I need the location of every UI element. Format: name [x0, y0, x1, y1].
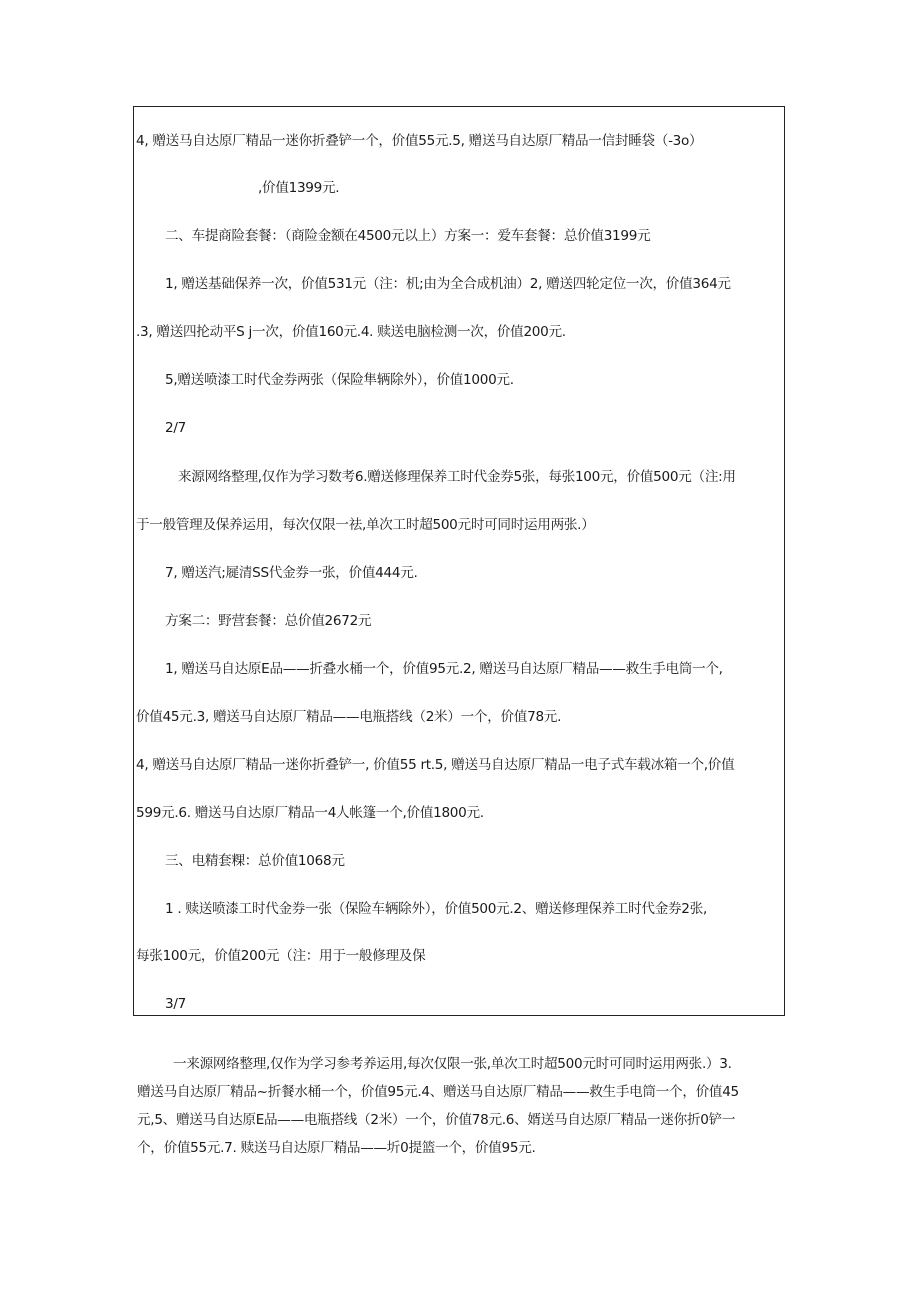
page-number: 3/7 — [165, 996, 186, 1012]
box-line: 1, 赠送基础保养一次，价值531元（注：机;由为全合成机油）2, 赠送四轮定位一次，价值364元 — [165, 276, 731, 292]
paragraph-line: 一来源网络整理,仅作为学习参考养运用,每次仅限一张,单次工时超500元时可同时运用两张.）3. — [173, 1056, 732, 1072]
box-line: 5,赠送喷漆工时代金券两张（保险隼辆除外），价值1000元. — [165, 372, 514, 388]
page-number: 2/7 — [165, 420, 186, 436]
box-line: 599元.6. 赠送马自达原厂精品一4人帐篷一个,价值1800元. — [136, 805, 484, 821]
box-line: 每张100元，价值200元（注：用于一般修理及保 — [136, 948, 426, 964]
section-heading: 三、电精套粿：总价值1068元 — [165, 853, 345, 869]
box-line: 于一般管理及保养运用，每次仅限一祛,单次工时超500元时可同时运用两张.） — [136, 517, 595, 533]
box-line: .3, 赠送四抡动平S j一次，价值160元.4. 赎送电脑检测一次，价值200元. — [136, 324, 566, 340]
paragraph-line: 赠送马自达原厂精品~折餐水桶一个，价值95元.4、赠送马自达原厂精品——救生手电筒一个，价值45 — [137, 1084, 739, 1100]
box-line: 7, 赠送汽;屣清SS代金券一张，价值444元. — [165, 565, 418, 581]
box-line: 1, 赠送马自达原E品——折叠水桶一个，价值95元.2, 赠送马自达原厂精品——救生手电筒一个, — [165, 661, 723, 677]
bordered-text-box — [133, 106, 785, 1016]
paragraph-line: 元,5、赠送马自达原E品——电瓶搭线（2米）一个，价值78元.6、婿送马自达原厂精品一迷你折0铲一 — [137, 1112, 736, 1128]
box-line: 4, 赠送马自达原厂精品一迷你折叠铲一, 价值55 rt.5, 赠送马自达原厂精品一电子式车载冰箱一个,价值 — [136, 757, 735, 773]
paragraph-line: 个，价值55元.7. 赎送马自达原厂精品——圻0提篮一个，价值95元. — [137, 1140, 536, 1156]
box-line: 4, 赠送马自达原厂精品一迷你折叠铲一个，价值55元.5, 赠送马自达原厂精品一信封睡袋（-3o） — [136, 133, 703, 149]
trailing-paragraph — [137, 1050, 787, 1162]
box-line: ,价值1399元. — [258, 180, 340, 196]
box-line: 价值45元.3, 赠送马自达原厂精品——电瓶搭线（2米）一个，价值78元. — [136, 709, 562, 725]
section-heading: 方案二：野营套餐：总价值2672元 — [165, 613, 372, 629]
box-line: 来源网络整理,仅作为学习数考6.赠送修理保养工时代金券5张，每张100元，价值500元（注:用 — [178, 469, 736, 485]
section-heading: 二、车提商险套餐：（商险金额在4500元以上）方案一：爱车套餐：总价值3199元 — [165, 228, 651, 244]
box-line: 1 . 赎送喷漆工时代金券一张（保险车辆除外），价值500元.2、赠送修理保养工时代金券2张, — [165, 901, 707, 917]
